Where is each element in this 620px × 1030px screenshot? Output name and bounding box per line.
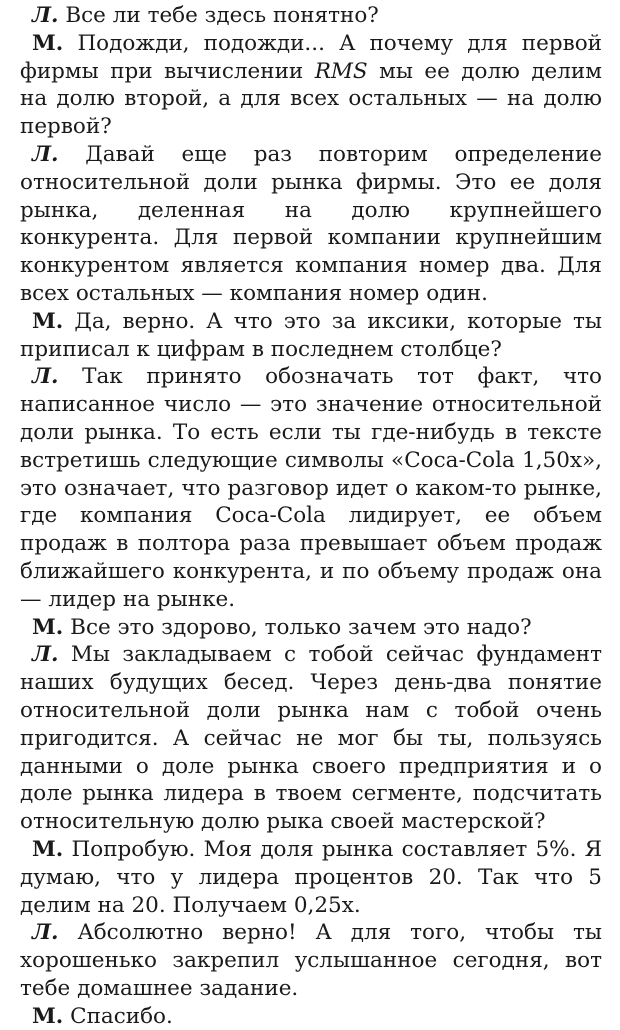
speaker-label: М. xyxy=(32,614,64,640)
speaker-label: Л. xyxy=(32,920,59,946)
paragraph-text: Подожди, подожди... А почему для первой фирмы при вычислении xyxy=(20,30,602,84)
paragraph-text: Попробую. Моя доля рынка составляет 5%. Я думаю, что у лидера процентов 20. Так что 5 делим на 20. Получаем 0,25x. xyxy=(20,836,602,918)
dialogue-paragraph xyxy=(20,2,602,30)
paragraph-text: Абсолютно верно! А для того, чтобы ты хорошенько закрепил услышанное сегодня, вот тебе домашнее задание. xyxy=(20,920,602,1001)
dialogue-paragraph xyxy=(20,614,602,642)
dialogue-paragraph xyxy=(20,919,602,1002)
speaker-label: Л. xyxy=(32,364,59,390)
speaker-label: М. xyxy=(32,1003,64,1029)
speaker-label: Л. xyxy=(32,3,59,28)
paragraph-text: Да, верно. А что это за иксики, которые ты приписал к цифрам в последнем столбце? xyxy=(20,308,602,362)
paragraph-text: Давай еще раз повторим определение относительной доли рынка фирмы. Это ее доля рынка, деленная на долю крупнейшего конкурента. Для первой компании крупнейшим конкурентом является компания номер два. Для всех остальных — компания номер один. xyxy=(20,141,602,306)
speaker-label: М. xyxy=(32,836,64,862)
paragraph-text: мы ее долю делим на долю второй, а для всех остальных — на долю первой? xyxy=(20,58,602,140)
dialogue-paragraph xyxy=(20,141,602,308)
dialogue-paragraph xyxy=(20,363,602,613)
paragraph-text: Все это здорово, только зачем это надо? xyxy=(70,614,532,640)
dialogue-paragraph xyxy=(20,30,602,141)
dialogue-paragraph xyxy=(20,308,602,364)
speaker-label: Л. xyxy=(32,141,59,167)
speaker-label: М. xyxy=(32,30,64,56)
dialogue-paragraph xyxy=(20,1003,602,1030)
paragraph-text: Так принято обозначать тот факт, что написанное число — это значение относительной доли рынка. То есть если ты где-нибудь в тексте встретишь следующие символы «Coca-Cola 1,50x», это означает, что разговор идет о каком-то рынке, где компания Coca-Cola лидирует, ее объем продаж в полтора раза превышает объем продаж ближайшего конкурента, и по объему продаж она — лидер на рынке. xyxy=(20,364,602,612)
dialogue-paragraph xyxy=(20,836,602,919)
paragraph-text: Мы закладываем с тобой сейчас фундамент наших будущих бесед. Через день-два понятие относительной доли рынка нам с тобой очень пригодится. А сейчас не мог бы ты, пользуясь данными о доле рынка своего предприятия и о доле рынка лидера в твоем сегменте, подсчитать относительную долю рыка своей мастерской? xyxy=(20,642,602,835)
paragraph-text: Все ли тебе здесь понятно? xyxy=(65,3,379,28)
paragraph-text-italic: RMS xyxy=(314,58,368,84)
speaker-label: Л. xyxy=(32,642,59,668)
speaker-label: М. xyxy=(32,308,64,334)
dialogue-paragraph xyxy=(20,641,602,836)
paragraph-text: Спасибо. xyxy=(70,1003,173,1029)
